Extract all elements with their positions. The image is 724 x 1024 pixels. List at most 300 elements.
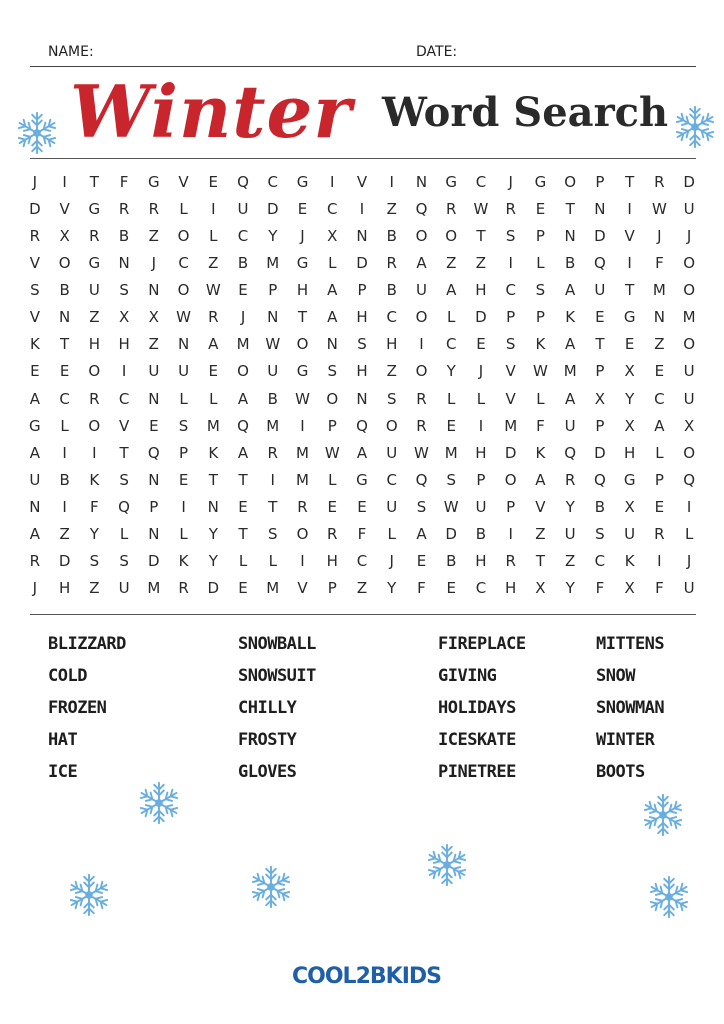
word-list-item: GLOVES xyxy=(238,762,297,782)
grid-letter: A xyxy=(29,525,40,544)
word-list-item: BOOTS xyxy=(596,762,645,782)
grid-letter: A xyxy=(237,443,249,462)
grid-letter: D xyxy=(148,552,160,571)
grid-letter: H xyxy=(475,281,487,300)
grid-letter: G xyxy=(88,199,101,218)
grid-letter: L xyxy=(447,308,456,327)
grid-letter: W xyxy=(473,199,489,218)
grid-letter: S xyxy=(89,552,100,571)
grid-letter: W xyxy=(176,308,191,327)
grid-letter: V xyxy=(356,172,368,191)
word-list-item: PINETREE xyxy=(438,762,516,782)
grid-letter: Z xyxy=(148,335,159,354)
grid-letter: S xyxy=(386,389,397,408)
word-list-item: SNOWMAN xyxy=(596,698,665,718)
grid-letter: C xyxy=(594,552,606,571)
word-list-item: MITTENS xyxy=(596,634,665,654)
word-list-item: ICESKATE xyxy=(438,730,516,750)
grid-letter: P xyxy=(595,416,605,435)
grid-letter: H xyxy=(88,335,100,354)
grid-letter: R xyxy=(327,525,338,544)
grid-letter: V xyxy=(535,498,546,517)
grid-letter: R xyxy=(118,199,130,218)
grid-letter: U xyxy=(683,389,695,408)
grid-letter: R xyxy=(297,498,308,517)
grid-letter: M xyxy=(563,362,577,381)
grid-letter: A xyxy=(565,389,576,408)
name-label: NAME: xyxy=(48,44,94,60)
grid-letter: Y xyxy=(268,226,278,245)
grid-letter: Q xyxy=(594,470,606,489)
grid-letter: C xyxy=(445,335,457,354)
snowflake-icon xyxy=(424,842,470,888)
word-list-item: SNOWSUIT xyxy=(238,666,316,686)
grid-letter: Q xyxy=(237,172,249,191)
grid-letter: E xyxy=(238,498,248,517)
word-list-item: SNOW xyxy=(596,666,635,686)
grid-letter: R xyxy=(89,226,100,245)
grid-letter: N xyxy=(594,199,606,218)
word-list-item: SNOWBALL xyxy=(238,634,316,654)
grid-letter: N xyxy=(177,335,190,354)
grid-letter: R xyxy=(89,389,100,408)
grid-letter: O xyxy=(683,335,696,354)
grid-letter: S xyxy=(505,226,516,245)
grid-letter: U xyxy=(118,579,130,598)
grid-letter: W xyxy=(295,389,310,408)
grid-letter: F xyxy=(357,525,367,544)
grid-letter: P xyxy=(535,308,545,327)
grid-letter: W xyxy=(651,199,667,218)
grid-letter: Z xyxy=(386,199,397,218)
grid-letter: B xyxy=(475,525,487,544)
grid-letter: P xyxy=(268,281,278,300)
grid-letter: L xyxy=(209,226,218,245)
grid-letter: B xyxy=(267,389,278,408)
grid-letter: Z xyxy=(475,253,487,272)
grid-letter: G xyxy=(148,172,160,191)
grid-letter: I xyxy=(508,525,513,544)
grid-letter: Z xyxy=(208,253,219,272)
grid-letter: C xyxy=(237,226,249,245)
grid-letter: L xyxy=(328,253,337,272)
grid-letter: T xyxy=(119,443,129,462)
grid-letter: N xyxy=(267,308,279,327)
grid-letter: V xyxy=(624,226,635,245)
grid-letter: I xyxy=(62,443,67,462)
grid-letter: M xyxy=(296,443,309,462)
grid-letter: V xyxy=(29,308,40,327)
grid-letter: S xyxy=(327,362,338,381)
grid-letter: U xyxy=(564,525,576,544)
grid-letter: J xyxy=(32,172,38,191)
grid-letter: D xyxy=(266,199,279,218)
grid-letter: S xyxy=(416,498,427,517)
grid-letter: P xyxy=(149,498,159,517)
grid-letter: T xyxy=(89,172,99,191)
grid-letter: U xyxy=(415,281,427,300)
grid-letter: N xyxy=(58,308,71,327)
grid-letter: G xyxy=(623,308,636,327)
grid-letter: J xyxy=(478,362,484,381)
grid-letter: X xyxy=(624,498,635,517)
snowflake-icon xyxy=(66,872,112,918)
grid-letter: I xyxy=(121,362,127,381)
grid-letter: H xyxy=(386,335,398,354)
grid-letter: W xyxy=(324,443,340,462)
grid-letter: D xyxy=(475,308,487,327)
grid-letter: P xyxy=(179,443,189,462)
grid-letter: H xyxy=(475,443,487,462)
grid-letter: T xyxy=(268,498,278,517)
grid-letter: P xyxy=(506,308,516,327)
grid-letter: U xyxy=(683,199,695,218)
grid-letter: E xyxy=(476,335,486,354)
grid-letter: A xyxy=(416,253,427,272)
snowflake-icon xyxy=(646,874,692,920)
grid-letter: T xyxy=(208,470,218,489)
grid-letter: N xyxy=(148,389,160,408)
grid-letter: E xyxy=(654,498,665,517)
word-list-item: COLD xyxy=(48,666,87,686)
grid-letter: W xyxy=(265,335,281,354)
grid-letter: L xyxy=(60,416,69,435)
grid-letter: B xyxy=(59,281,70,300)
grid-letter: K xyxy=(89,470,100,489)
grid-letter: H xyxy=(624,443,636,462)
grid-letter: I xyxy=(627,199,632,218)
grid-letter: E xyxy=(446,416,456,435)
grid-letter: D xyxy=(356,253,368,272)
grid-letter: I xyxy=(508,253,513,272)
grid-letter: V xyxy=(118,416,130,435)
grid-letter: M xyxy=(236,335,250,354)
grid-letter: D xyxy=(29,199,41,218)
grid-letter: K xyxy=(178,552,189,571)
grid-letter: U xyxy=(683,362,695,381)
grid-letter: E xyxy=(327,498,337,517)
grid-letter: F xyxy=(119,172,129,191)
grid-letter: O xyxy=(415,362,428,381)
grid-letter: M xyxy=(147,579,161,598)
grid-letter: P xyxy=(595,362,605,381)
grid-letter: J xyxy=(240,308,246,327)
grid-letter: F xyxy=(595,579,605,598)
grid-letter: U xyxy=(475,498,487,517)
grid-letter: R xyxy=(386,253,397,272)
word-list-item: FIREPLACE xyxy=(438,634,526,654)
snowflake-icon xyxy=(672,104,718,150)
divider-bottom xyxy=(30,614,696,615)
grid-letter: Z xyxy=(535,525,546,544)
divider-top xyxy=(30,158,696,159)
grid-letter: A xyxy=(237,389,249,408)
grid-letter: T xyxy=(595,335,605,354)
grid-letter: C xyxy=(475,579,487,598)
grid-letter: T xyxy=(476,226,486,245)
grid-letter: M xyxy=(652,281,666,300)
grid-letter: U xyxy=(178,362,190,381)
grid-letter: J xyxy=(508,172,513,191)
grid-letter: Q xyxy=(564,443,577,462)
grid-letter: T xyxy=(625,281,635,300)
grid-letter: Y xyxy=(89,525,99,544)
grid-letter: X xyxy=(327,226,338,245)
grid-letter: R xyxy=(208,308,219,327)
grid-letter: N xyxy=(564,226,576,245)
grid-letter: P xyxy=(506,498,516,517)
grid-letter: P xyxy=(327,579,337,598)
grid-letter: O xyxy=(296,335,309,354)
grid-letter: E xyxy=(208,172,219,191)
grid-letter: L xyxy=(684,525,694,544)
grid-letter: S xyxy=(178,416,189,435)
grid-letter: A xyxy=(416,525,427,544)
word-list-item: FROSTY xyxy=(238,730,297,750)
grid-letter: Z xyxy=(89,579,100,598)
grid-letter: V xyxy=(178,172,189,191)
grid-letter: Z xyxy=(356,579,368,598)
grid-letter: H xyxy=(356,362,368,381)
grid-letter: O xyxy=(683,443,696,462)
title-winter: Winter xyxy=(70,69,353,154)
grid-letter: P xyxy=(327,416,337,435)
grid-letter: M xyxy=(444,443,458,462)
grid-letter: K xyxy=(535,443,546,462)
grid-letter: L xyxy=(179,199,188,218)
grid-letter: N xyxy=(356,389,368,408)
grid-letter: L xyxy=(387,525,396,544)
grid-letter: S xyxy=(595,525,605,544)
grid-letter: N xyxy=(415,172,428,191)
grid-letter: B xyxy=(565,253,576,272)
grid-letter: R xyxy=(267,443,278,462)
grid-letter: X xyxy=(594,389,606,408)
grid-letter: H xyxy=(118,335,130,354)
grid-letter: O xyxy=(177,281,190,300)
grid-letter: E xyxy=(178,470,189,489)
grid-letter: I xyxy=(211,199,216,218)
grid-letter: O xyxy=(177,226,190,245)
grid-letter: C xyxy=(475,172,487,191)
grid-letter: Q xyxy=(415,470,428,489)
grid-letter: N xyxy=(148,525,160,544)
grid-letter: E xyxy=(535,199,546,218)
grid-letter: O xyxy=(445,226,458,245)
grid-letter: S xyxy=(268,525,278,544)
grid-letter: O xyxy=(88,362,101,381)
grid-letter: W xyxy=(443,498,459,517)
grid-letter: O xyxy=(385,416,398,435)
grid-letter: A xyxy=(29,443,40,462)
grid-letter: T xyxy=(60,335,70,354)
grid-letter: S xyxy=(505,335,516,354)
grid-letter: W xyxy=(205,281,221,300)
grid-letter: Q xyxy=(147,443,160,462)
grid-letter: Z xyxy=(386,362,397,381)
grid-letter: X xyxy=(118,308,130,327)
grid-letter: F xyxy=(417,579,426,598)
grid-letter: E xyxy=(446,579,456,598)
grid-letter: K xyxy=(535,335,546,354)
grid-letter: U xyxy=(386,498,398,517)
grid-letter: O xyxy=(683,253,696,272)
grid-letter: Q xyxy=(594,253,606,272)
grid-letter: M xyxy=(266,579,280,598)
cool2bkids-logo: COOL2BKIDS xyxy=(292,964,441,989)
grid-letter: H xyxy=(326,552,338,571)
grid-letter: L xyxy=(179,389,188,408)
grid-letter: A xyxy=(565,335,576,354)
snowflake-icon xyxy=(14,110,60,156)
grid-letter: R xyxy=(505,552,516,571)
grid-letter: H xyxy=(356,308,368,327)
grid-letter: U xyxy=(564,416,576,435)
grid-letter: Z xyxy=(654,335,665,354)
letter-grid xyxy=(20,168,704,602)
grid-letter: X xyxy=(624,362,635,381)
grid-letter: D xyxy=(207,579,220,598)
grid-letter: S xyxy=(119,281,129,300)
grid-letter: C xyxy=(505,281,516,300)
grid-letter: E xyxy=(297,199,308,218)
grid-letter: G xyxy=(623,470,636,489)
grid-letter: D xyxy=(58,552,71,571)
grid-letter: O xyxy=(564,172,577,191)
grid-letter: Z xyxy=(89,308,100,327)
grid-letter: U xyxy=(148,362,160,381)
grid-letter: O xyxy=(504,470,517,489)
grid-letter: D xyxy=(683,172,695,191)
grid-letter: S xyxy=(119,552,129,571)
grid-letter: V xyxy=(59,199,70,218)
grid-letter: Y xyxy=(208,525,218,544)
grid-letter: C xyxy=(178,253,189,272)
grid-letter: F xyxy=(655,253,664,272)
grid-letter: U xyxy=(624,525,636,544)
grid-letter: A xyxy=(327,308,338,327)
grid-letter: Y xyxy=(208,552,218,571)
grid-letter: A xyxy=(356,443,368,462)
grid-letter: I xyxy=(478,416,484,435)
grid-letter: R xyxy=(29,552,41,571)
grid-letter: I xyxy=(686,498,692,517)
grid-letter: K xyxy=(565,308,576,327)
grid-letter: Z xyxy=(565,552,576,571)
grid-letter: B xyxy=(594,498,606,517)
grid-letter: R xyxy=(654,525,665,544)
grid-letter: E xyxy=(416,552,427,571)
grid-letter: I xyxy=(62,172,67,191)
grid-letter: F xyxy=(90,498,99,517)
grid-letter: W xyxy=(533,362,548,381)
grid-letter: M xyxy=(504,416,518,435)
grid-letter: N xyxy=(148,470,160,489)
grid-letter: O xyxy=(683,281,696,300)
grid-letter: X xyxy=(535,579,546,598)
grid-letter: L xyxy=(238,552,248,571)
grid-letter: E xyxy=(654,362,665,381)
grid-letter: E xyxy=(208,362,219,381)
grid-letter: C xyxy=(654,389,665,408)
word-list-item: CHILLY xyxy=(238,698,297,718)
grid-letter: I xyxy=(62,498,67,517)
grid-letter: C xyxy=(267,172,279,191)
grid-letter: T xyxy=(535,552,546,571)
grid-letter: F xyxy=(536,416,545,435)
word-list-item: BLIZZARD xyxy=(48,634,126,654)
grid-letter: R xyxy=(445,199,457,218)
grid-letter: C xyxy=(118,389,130,408)
grid-letter: Y xyxy=(446,362,456,381)
grid-letter: S xyxy=(357,335,367,354)
grid-letter: O xyxy=(88,416,101,435)
grid-letter: B xyxy=(118,226,130,245)
grid-letter: R xyxy=(416,389,427,408)
grid-letter: O xyxy=(415,308,428,327)
grid-letter: D xyxy=(594,226,606,245)
grid-letter: L xyxy=(209,389,218,408)
grid-letter: E xyxy=(624,335,635,354)
grid-letter: H xyxy=(296,281,309,300)
word-list-item: HAT xyxy=(48,730,78,750)
date-label: DATE: xyxy=(416,44,458,60)
grid-letter: G xyxy=(356,470,368,489)
grid-letter: I xyxy=(330,172,335,191)
grid-letter: B xyxy=(59,470,70,489)
snowflake-icon xyxy=(136,780,182,826)
grid-letter: U xyxy=(267,362,279,381)
title-word-search: Word Search xyxy=(382,89,669,136)
grid-letter: I xyxy=(359,199,365,218)
grid-letter: W xyxy=(414,443,429,462)
grid-letter: S xyxy=(535,281,546,300)
word-list-item: FROZEN xyxy=(48,698,107,718)
snowflake-icon xyxy=(248,864,294,910)
grid-letter: D xyxy=(504,443,517,462)
grid-letter: H xyxy=(475,552,487,571)
grid-letter: G xyxy=(29,416,41,435)
grid-letter: E xyxy=(238,281,248,300)
grid-letter: C xyxy=(356,552,368,571)
grid-letter: F xyxy=(655,579,664,598)
grid-letter: B xyxy=(237,253,249,272)
grid-letter: N xyxy=(356,226,368,245)
grid-letter: A xyxy=(446,281,457,300)
grid-letter: M xyxy=(296,470,309,489)
grid-letter: N xyxy=(207,498,219,517)
grid-letter: E xyxy=(30,362,40,381)
grid-letter: C xyxy=(386,470,397,489)
grid-letter: R xyxy=(654,172,665,191)
grid-letter: N xyxy=(148,281,160,300)
grid-letter: N xyxy=(118,253,130,272)
grid-letter: M xyxy=(266,253,280,272)
grid-letter: Q xyxy=(415,199,428,218)
grid-letter: R xyxy=(148,199,160,218)
grid-letter: Q xyxy=(118,498,130,517)
grid-letter: H xyxy=(505,579,517,598)
grid-letter: X xyxy=(624,579,635,598)
grid-letter: E xyxy=(238,579,248,598)
grid-letter: L xyxy=(476,389,486,408)
grid-letter: Y xyxy=(387,579,397,598)
grid-letter: S xyxy=(30,281,40,300)
grid-letter: H xyxy=(58,579,71,598)
grid-letter: P xyxy=(654,470,664,489)
grid-letter: I xyxy=(419,335,424,354)
grid-letter: Y xyxy=(625,389,635,408)
